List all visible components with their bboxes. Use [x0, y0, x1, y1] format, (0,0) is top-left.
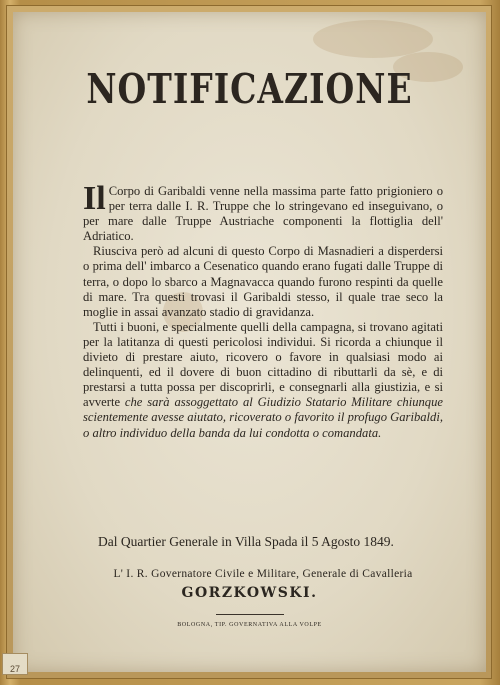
notice-body	[83, 180, 443, 441]
printer-imprint: BOLOGNA, TIP. GOVERNATIVA ALLA VOLPE	[177, 622, 322, 628]
paragraph-3	[83, 320, 443, 441]
paragraph-1	[83, 180, 443, 244]
drop-cap: Il	[83, 180, 106, 217]
paragraph-1-text: Corpo di Garibaldi venne nella massima parte fatto prigioniero o per terra dalle I. R. Truppe che lo stringevano ed inseguivano, o per mare dalle Truppe Austriache componenti la flottiglia dell' Adriatico.	[83, 184, 443, 244]
governor-line: L' I. R. Governatore Civile e Militare, Generale di Cavalleria	[113, 568, 413, 580]
signature: GORZKOWSKI.	[181, 585, 318, 601]
notice-title: NOTIFICAZIONE	[86, 64, 413, 113]
notice-sheet	[13, 12, 486, 672]
paragraph-2: Riusciva però ad alcuni di questo Corpo di Masnadieri a disperdersi o prima dell' imbarco a Cesenatico quando erano fugati dalle Truppe di terra, o dopo lo sbarco a Magnavacca quando furono respinti da quelle di mare. Tra questi trovasi il Garibaldi stesso, il quale trae seco la moglie in assai avanzato stadio di gravidanza.	[83, 244, 443, 319]
divider	[216, 614, 284, 615]
paragraph-3-warning: che sarà assoggettato al Giudizio Statario Militare chiunque scientemente avesse aiutato, ricoverato o favorito il profugo Garibaldi, o altro individuo della banda da lui condotta o comandata.	[83, 395, 443, 440]
dateline: Dal Quartier Generale in Villa Spada il 5 Agosto 1849.	[98, 534, 394, 549]
paragraph-3-text: Tutti i buoni, e specialmente quelli della campagna, si trovano agitati per la latitanza di questi pericolosi individui. Si ricorda a chiunque il divieto di prestare aiuto, ricovero o favore in qualsiasi modo ai delinquenti, ed il dovere di buon cittadino di ributtarli da sè, e di prestarsi a tutta possa per discoprirli, e consegnarli alla giustizia, e si avverte	[83, 319, 443, 410]
inventory-label: 27	[2, 653, 28, 675]
